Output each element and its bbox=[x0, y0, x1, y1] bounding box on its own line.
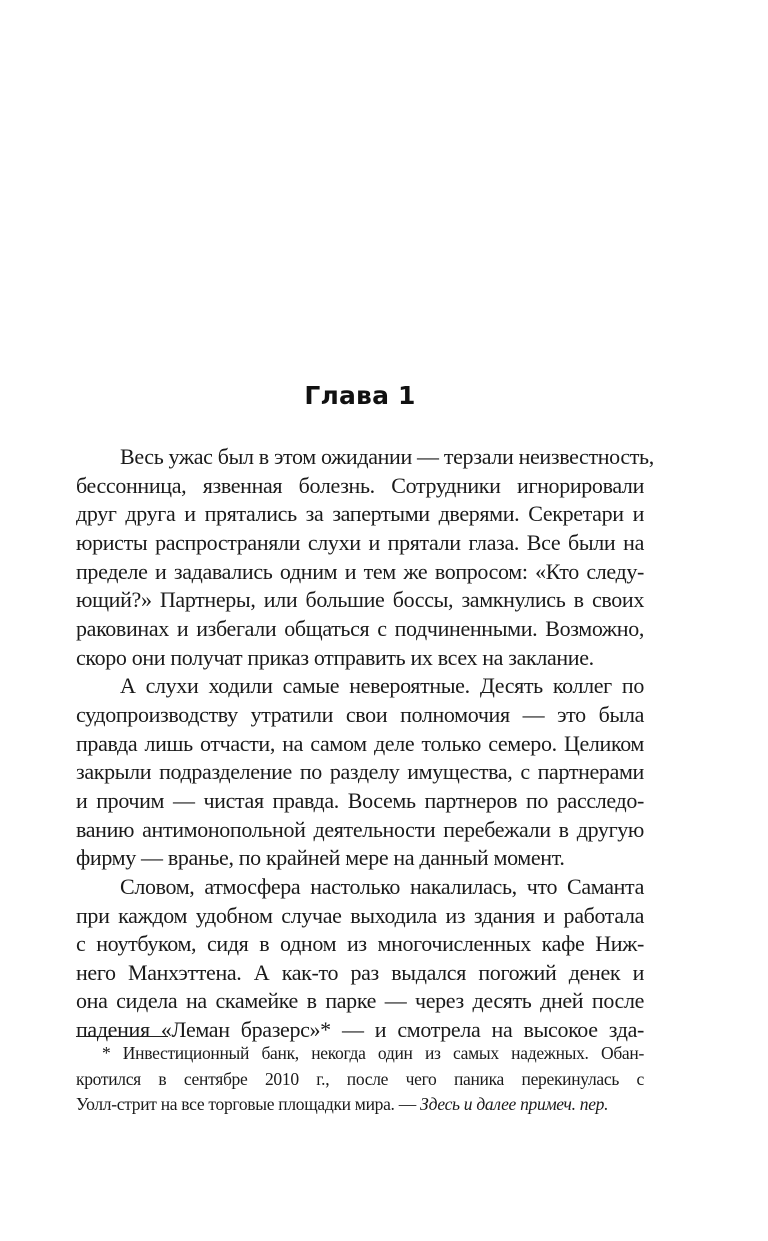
paragraph-1 bbox=[76, 443, 654, 672]
text-line: Словом, атмосфера настолько накалилась, что Саманта bbox=[120, 873, 644, 899]
paragraph-2 bbox=[76, 672, 644, 873]
footnote-line: * Инвестиционный банк, некогда один из самых надежных. Обан- bbox=[102, 1043, 644, 1063]
chapter-title: Глава 1 bbox=[304, 381, 416, 410]
text-line: А слухи ходили самые невероятные. Десять коллег по bbox=[120, 673, 644, 699]
text-line: и прочим — чистая правда. Восемь партнеров по расследо- bbox=[76, 787, 644, 813]
text-line: ющий?» Партнеры, или большие боссы, замкнулись в своих bbox=[76, 587, 644, 613]
text-line: Весь ужас был в этом ожидании — терзали неизвестность, bbox=[120, 444, 654, 469]
text-line: раковинах и избегали общаться с подчиненными. Возможно, bbox=[76, 615, 644, 641]
text-line: правда лишь отчасти, на самом деле только семеро. Целиком bbox=[76, 730, 644, 756]
text-line: ванию антимонопольной деятельности перебежали в другую bbox=[76, 816, 644, 842]
text-line: юристы распространяли слухи и прятали глаза. Все были на bbox=[76, 529, 644, 555]
text-line: фирму — вранье, по крайней мере на данный момент. bbox=[76, 845, 565, 871]
footnote-line: кротился в сентябре 2010 г., после чего паника перекинулась с bbox=[76, 1068, 644, 1089]
paragraph-3 bbox=[76, 873, 644, 1045]
text-line: судопроизводству утратили свои полномочия — это была bbox=[76, 701, 644, 727]
text-line: она сидела на скамейке в парке — через десять дней после bbox=[76, 988, 644, 1014]
text-line: пределе и задавались одним и тем же вопросом: «Кто следу- bbox=[76, 558, 644, 584]
text-line: закрыли подразделение по разделу имущества, с партнерами bbox=[76, 759, 644, 785]
text-line: падения «Леман бразерс»* — и смотрела на высокое зда- bbox=[76, 1017, 644, 1043]
text-line: бессонница, язвенная болезнь. Сотрудники игнорировали bbox=[76, 472, 644, 498]
translator-note: Здесь и далее примеч. пер. bbox=[419, 1094, 609, 1114]
text-line: друг друга и прятались за запертыми дверями. Секретари и bbox=[76, 501, 644, 527]
text-line: скоро они получат приказ отправить их всех на заклание. bbox=[76, 644, 594, 670]
footnote bbox=[76, 1041, 644, 1118]
footnote-line bbox=[76, 1092, 644, 1118]
text-line: него Манхэттена. А как-то раз выдался погожий денек и bbox=[76, 959, 644, 985]
chapter-body bbox=[76, 443, 654, 1045]
text-line: с ноутбуком, сидя в одном из многочисленных кафе Ниж- bbox=[76, 931, 644, 957]
footnote-divider bbox=[76, 1036, 168, 1037]
text-line: при каждом удобном случае выходила из здания и работала bbox=[76, 902, 644, 928]
footnote-text: Уолл-стрит на все торговые площадки мира. — bbox=[76, 1094, 420, 1114]
